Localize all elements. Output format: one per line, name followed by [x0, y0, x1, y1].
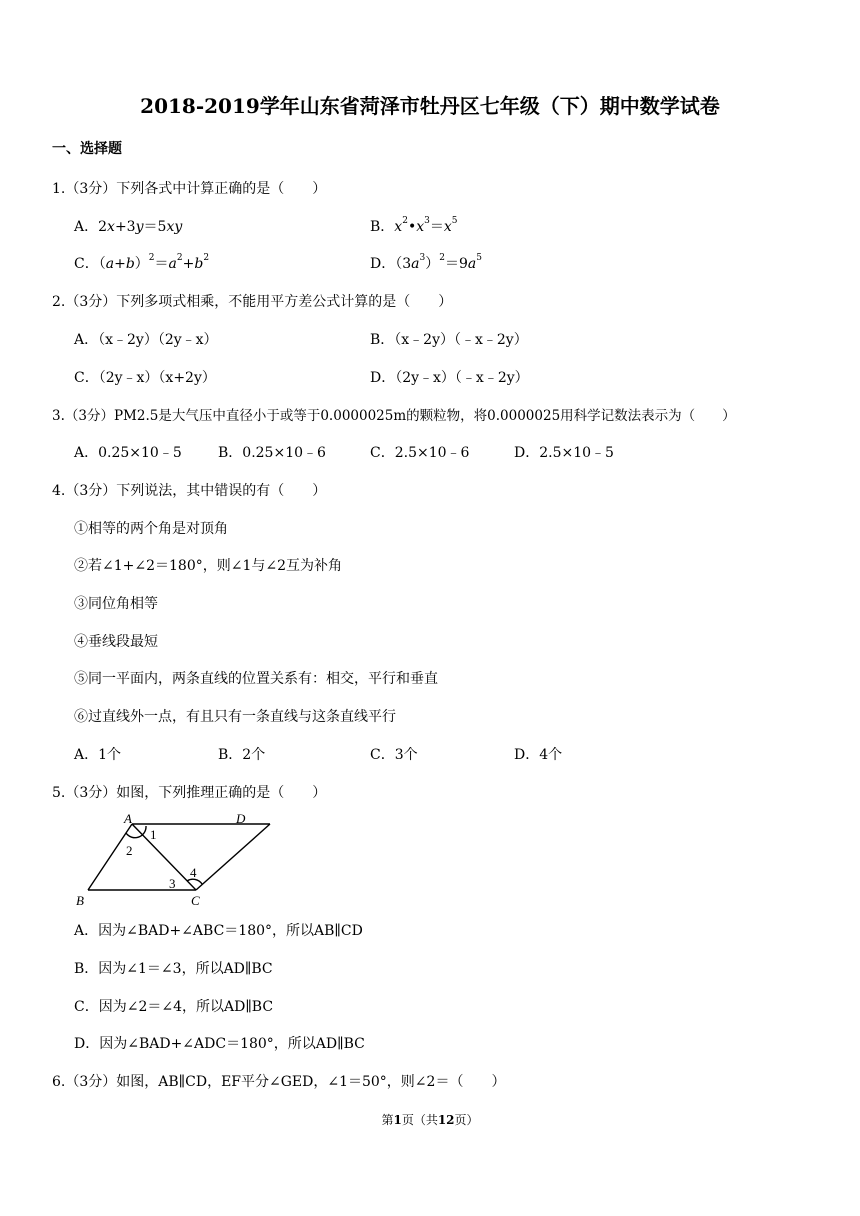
section-heading: 一、选择题: [52, 141, 122, 157]
vertex-a-label: A: [124, 811, 132, 826]
question-3-option-a: A．0.25×10﹣5: [74, 445, 182, 461]
question-4-option-c: C．3个: [370, 747, 418, 763]
question-1-option-a: A．2x+3y＝5xy: [74, 219, 183, 235]
question-2-option-d: D．（2y﹣x）（﹣x﹣2y）: [370, 370, 529, 386]
question-4-statement-4: ④垂线段最短: [74, 634, 158, 650]
question-1-option-b: B．$x^2•x^3=x^5$: [370, 216, 458, 235]
question-1-option-d: D．$(3a^3)^2=9a^5$: [370, 253, 482, 272]
segment-cd: [196, 824, 270, 890]
question-4-option-d: D．4个: [514, 747, 563, 763]
question-2-option-b: B．（x﹣2y）（﹣x﹣2y）: [370, 332, 528, 348]
diagonal-ac: [132, 824, 196, 890]
footer-suffix: 页）: [454, 1113, 479, 1127]
parallelogram-figure: [70, 810, 280, 910]
vertex-c-label: C: [191, 893, 200, 908]
footer-page-total: 12: [437, 1113, 455, 1127]
question-1-option-c: C．$(a+b)^2=a^2+b^2$: [74, 253, 210, 272]
vertex-b-label: B: [76, 893, 84, 908]
question-4-statement-2: ②若∠1+∠2＝180°，则∠1与∠2互为补角: [74, 558, 343, 574]
question-5-option-a: A．因为∠BAD+∠ABC＝180°，所以AB∥CD: [74, 923, 363, 939]
option-label: A．: [74, 219, 99, 235]
footer-prefix: 第: [381, 1113, 394, 1127]
question-4-statement-1: ①相等的两个角是对顶角: [74, 521, 228, 537]
question-4-stem: 4.（3分）下列说法，其中错误的有（ ）: [52, 483, 327, 499]
question-5-stem: 5.（3分）如图，下列推理正确的是（ ）: [52, 785, 327, 801]
question-2-option-a: A．（x﹣2y）（2y﹣x）: [74, 332, 218, 348]
angle-2-label: 2: [126, 843, 133, 858]
question-1-stem: 1.（3分）下列各式中计算正确的是（ ）: [52, 181, 327, 197]
option-label: D．: [370, 256, 396, 272]
question-4-statement-6: ⑥过直线外一点，有且只有一条直线与这条直线平行: [74, 709, 396, 725]
question-3-stem: 3.（3分）PM2.5是大气压中直径小于或等于0.0000025m的颗粒物，将0.0000025用科学记数法表示为（ ）: [52, 408, 736, 424]
question-5-option-c: C．因为∠2＝∠4，所以AD∥BC: [74, 999, 274, 1015]
paper-title: 2018-2019学年山东省菏泽市牡丹区七年级（下）期中数学试卷: [140, 94, 720, 118]
question-4-statement-5: ⑤同一平面内，两条直线的位置关系有：相交，平行和垂直: [74, 671, 438, 687]
angle-4-label: 4: [190, 865, 197, 880]
question-3-option-b: B．0.25×10﹣6: [218, 445, 326, 461]
option-label: B．: [370, 219, 395, 235]
footer-mid: 页（共: [401, 1113, 438, 1127]
question-2-stem: 2.（3分）下列多项式相乘，不能用平方差公式计算的是（ ）: [52, 294, 453, 310]
page-footer: [0, 1111, 860, 1128]
footer-page-number: 1: [393, 1113, 402, 1127]
option-label: C．: [74, 256, 99, 272]
question-5-option-d: D．因为∠BAD+∠ADC＝180°，所以AD∥BC: [74, 1036, 365, 1052]
vertex-d-label: D: [236, 811, 246, 826]
question-6-stem: 6.（3分）如图，AB∥CD，EF平分∠GED，∠1＝50°，则∠2＝（ ）: [52, 1074, 506, 1090]
angle-1-label: 1: [150, 827, 157, 842]
question-3-option-c: C．2.5×10﹣6: [370, 445, 470, 461]
question-4-statement-3: ③同位角相等: [74, 596, 158, 612]
question-4-option-b: B．2个: [218, 747, 266, 763]
question-2-option-c: C．（2y﹣x）（x+2y）: [74, 370, 216, 386]
question-4-option-a: A．1个: [74, 747, 122, 763]
question-3-option-d: D．2.5×10﹣5: [514, 445, 614, 461]
angle-3-label: 3: [169, 876, 176, 891]
question-5-option-b: B．因为∠1＝∠3，所以AD∥BC: [74, 961, 273, 977]
